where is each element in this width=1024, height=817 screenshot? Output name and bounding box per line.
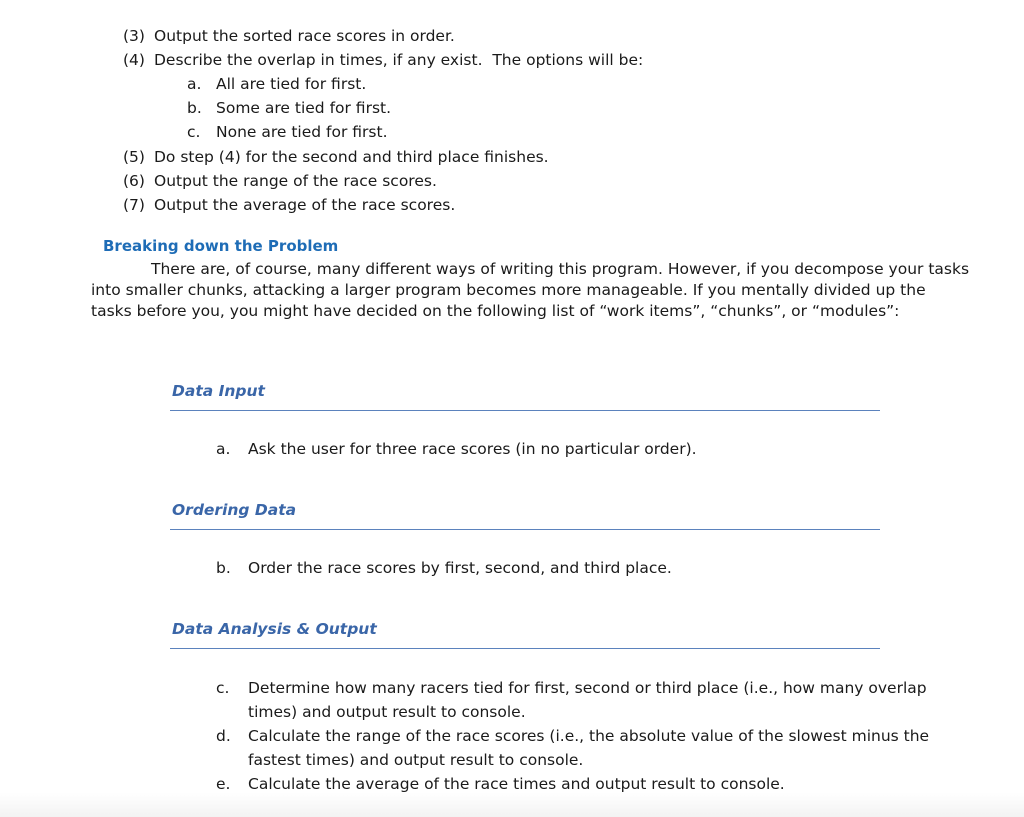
section-divider <box>170 648 880 649</box>
section-title-data-input: Data Input <box>172 382 265 400</box>
step-text: Output the average of the race scores. <box>154 196 456 214</box>
item-text: Determine how many racers tied for first, second or third place (i.e., how many overlap times) and output result to console. <box>248 679 927 721</box>
item-letter: b. <box>216 559 231 577</box>
step-text: Do step (4) for the second and third place finishes. <box>154 148 549 166</box>
intro-paragraph <box>91 259 971 322</box>
option-letter: c. <box>187 123 201 141</box>
section-title-ordering-data: Ordering Data <box>172 501 297 519</box>
section-heading: Breaking down the Problem <box>103 237 339 255</box>
item-letter: a. <box>216 440 231 458</box>
option-a <box>187 74 367 94</box>
step-5 <box>123 147 549 167</box>
item-letter: d. <box>216 727 231 745</box>
step-number: (3) <box>123 27 145 45</box>
item-text: Ask the user for three race scores (in no particular order). <box>248 440 697 458</box>
option-letter: a. <box>187 75 202 93</box>
option-text: None are tied for first. <box>216 123 388 141</box>
step-text: Output the sorted race scores in order. <box>154 27 455 45</box>
option-text: Some are tied for first. <box>216 99 392 117</box>
section-divider <box>170 529 880 530</box>
option-b <box>187 98 392 118</box>
step-number: (4) <box>123 51 145 69</box>
step-3 <box>123 26 455 46</box>
step-number: (7) <box>123 196 145 214</box>
step-number: (6) <box>123 172 145 190</box>
option-letter: b. <box>187 99 202 117</box>
paragraph-text: There are, of course, many different ways of writing this program. However, if you decompose your tasks into smaller chunks, attacking a larger program becomes more manageable. If you mentally divided up the tasks before you, you might have decided on the following list of “work items”, “chunks”, or “modules”: <box>91 260 970 320</box>
section-title-data-analysis: Data Analysis & Output <box>172 620 377 638</box>
step-7 <box>123 195 456 215</box>
item-letter: c. <box>216 679 230 697</box>
section-divider <box>170 410 880 411</box>
option-c <box>187 122 388 142</box>
item-text: Calculate the average of the race times and output result to console. <box>248 775 785 793</box>
option-text: All are tied for first. <box>216 75 367 93</box>
step-text: Describe the overlap in times, if any exist. The options will be: <box>154 51 644 69</box>
item-text: Order the race scores by first, second, and third place. <box>248 559 672 577</box>
step-text: Output the range of the race scores. <box>154 172 437 190</box>
step-6 <box>123 171 437 191</box>
item-letter: e. <box>216 775 231 793</box>
step-number: (5) <box>123 148 145 166</box>
item-text: Calculate the range of the race scores (i.e., the absolute value of the slowest minus the fastest times) and output result to console. <box>248 727 930 769</box>
step-4 <box>123 50 644 70</box>
